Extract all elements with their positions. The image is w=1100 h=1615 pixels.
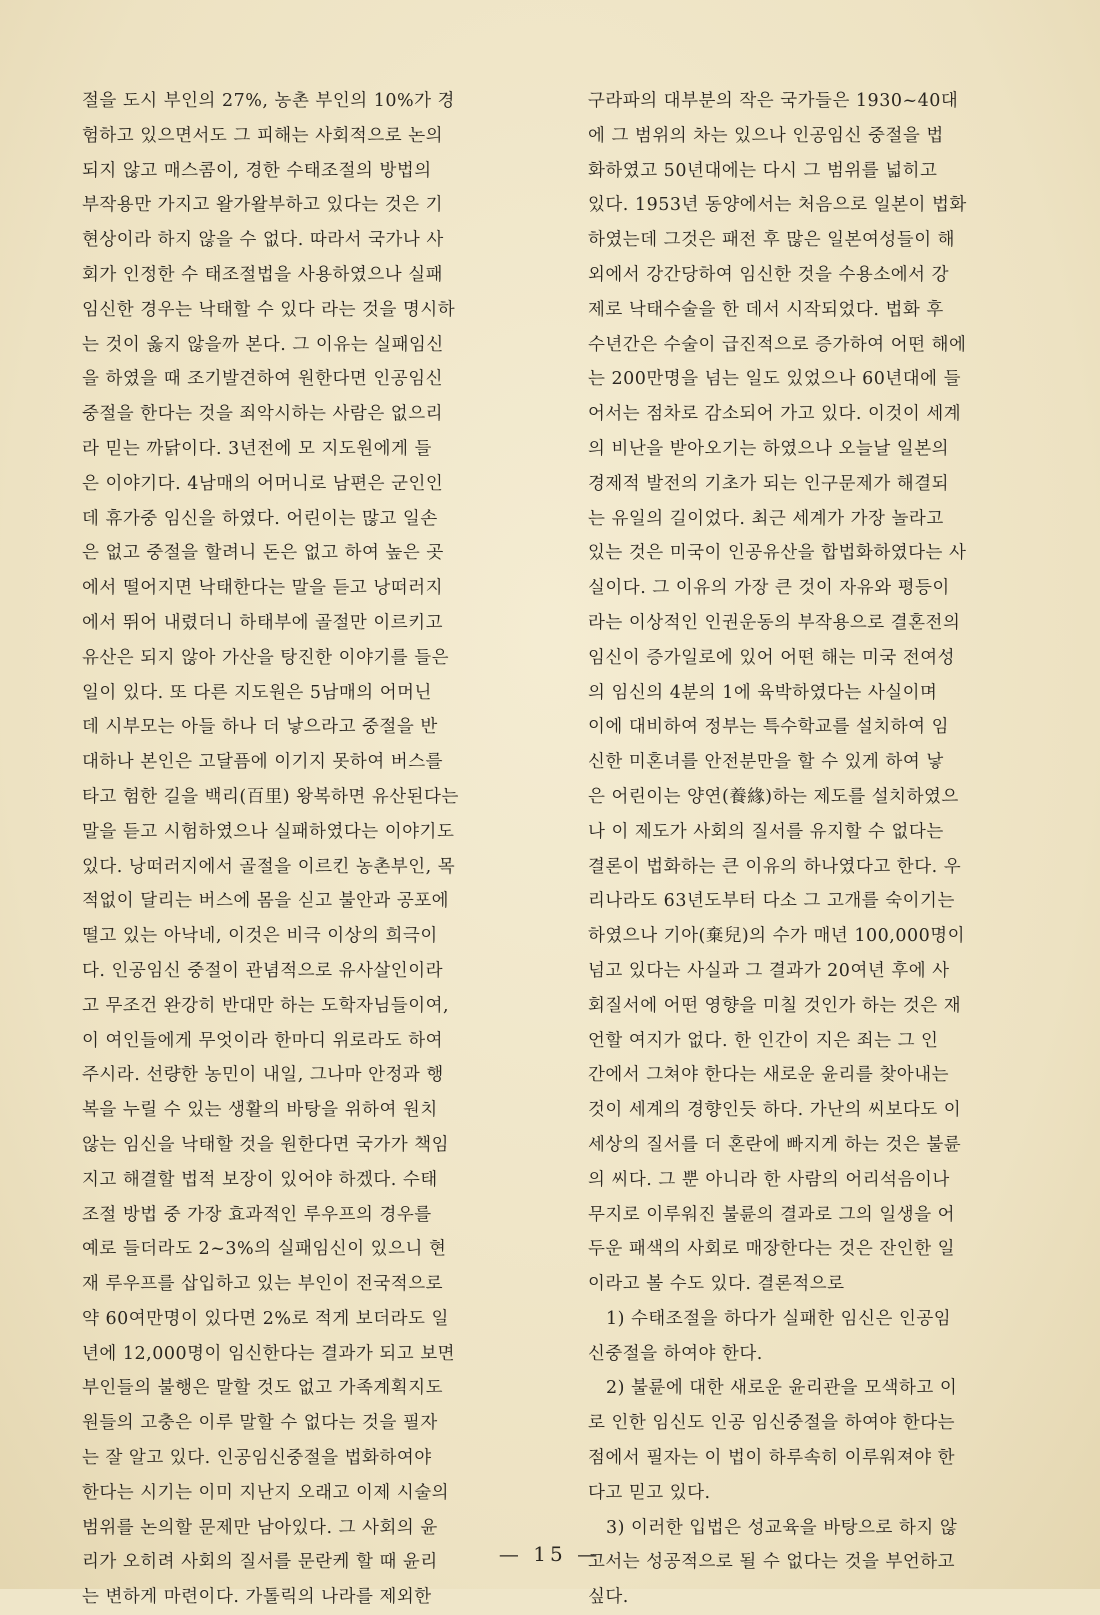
text-line: 는 200만명을 넘는 일도 있었으나 60년대에 들 [588, 369, 962, 390]
text-line: 예로 들더라도 2~3%의 실패임신이 있으니 현 [82, 1239, 447, 1260]
text-line: 신중절을 하여야 한다. [588, 1343, 763, 1364]
text-line: 되지 않고 매스콤이, 경한 수태조절의 방법의 [82, 160, 432, 181]
text-line: 회질서에 어떤 영향을 미칠 것인가 하는 것은 재 [588, 995, 962, 1016]
text-line: 하였으나 기아(棄兒)의 수가 매년 100,000명이 [588, 926, 966, 947]
text-line: 중절을 한다는 것을 죄악시하는 사람은 없으리 [82, 404, 444, 425]
text-line: 간에서 그쳐야 한다는 새로운 윤리를 찾아내는 [588, 1065, 950, 1086]
text-line: 유산은 되지 않아 가산을 탕진한 이야기를 들은 [82, 647, 450, 668]
text-line: 일이 있다. 또 다른 지도원은 5남매의 어머닌 [82, 682, 432, 703]
text-line: 타고 험한 길을 백리(百里) 왕복하면 유산된다는 [82, 786, 459, 807]
text-line: 라 믿는 까닭이다. 3년전에 모 지도원에게 들 [82, 438, 432, 459]
text-line: 이 여인들에게 무엇이라 한마디 위로라도 하여 [82, 1030, 444, 1051]
text-line: 1) 수태조절을 하다가 실패한 임신은 인공임 [606, 1308, 952, 1329]
text-line: 2) 불륜에 대한 새로운 윤리관을 모색하고 이 [606, 1378, 958, 1399]
text-line: 어서는 점차로 감소되어 가고 있다. 이것이 세계 [588, 404, 962, 425]
text-line: 대하나 본인은 고달픔에 이기지 못하여 버스를 [82, 752, 444, 773]
text-line: 험하고 있으면서도 그 피해는 사회적으로 논의 [82, 125, 444, 146]
text-line: 다고 믿고 있다. [588, 1482, 711, 1503]
text-line: 하였는데 그것은 패전 후 많은 일본여성들이 해 [588, 230, 956, 251]
text-line: 있다. 1953년 동양에서는 처음으로 일본이 법화 [588, 195, 967, 216]
text-line: 원들의 고충은 이루 말할 수 없다는 것을 필자 [82, 1413, 438, 1434]
text-line: 수년간은 수술이 급진적으로 증가하여 어떤 해에 [588, 334, 967, 355]
text-line: 지고 해결할 법적 보장이 있어야 하겠다. 수태 [82, 1169, 438, 1190]
text-line: 있다. 낭떠러지에서 골절을 이르킨 농촌부인, 목 [82, 856, 456, 877]
text-line: 은 이야기다. 4남매의 어머니로 남편은 군인인 [82, 473, 444, 494]
text-line: 이라고 볼 수도 있다. 결론적으로 [588, 1274, 845, 1295]
page-number: — 15 — [498, 1542, 602, 1566]
text-line: 무지로 이루워진 불륜의 결과로 그의 일생을 어 [588, 1204, 956, 1225]
text-line: 리나라도 63년도부터 다소 그 고개를 숙이기는 [588, 891, 955, 912]
text-line: 을 하였을 때 조기발견하여 원한다면 인공임신 [82, 369, 444, 390]
text-line: 는 것이 옳지 않을까 본다. 그 이유는 실패임신 [82, 334, 444, 355]
text-line: 범위를 논의할 문제만 남아있다. 그 사회의 윤 [82, 1517, 438, 1538]
text-line: 두운 패색의 사회로 매장한다는 것은 잔인한 일 [588, 1239, 956, 1260]
text-line: 주시라. 선량한 농민이 내일, 그나마 안정과 행 [82, 1065, 444, 1086]
text-line: 싶다. [588, 1587, 629, 1608]
text-line: 한다는 시기는 이미 지난지 오래고 이제 시술의 [82, 1482, 450, 1503]
text-line: 은 없고 중절을 할려니 돈은 없고 하여 높은 곳 [82, 543, 444, 564]
text-line: 의 비난을 받아오기는 하였으나 오늘날 일본의 [588, 438, 950, 459]
text-line: 것이 세계의 경향인듯 하다. 가난의 씨보다도 이 [588, 1100, 962, 1121]
text-line: 고서는 성공적으로 될 수 없다는 것을 부언하고 [588, 1552, 956, 1573]
text-line: 구라파의 대부분의 작은 국가들은 1930~40대 [588, 91, 959, 111]
text-line: 임신이 증가일로에 있어 어떤 해는 미국 전여성 [588, 647, 956, 668]
text-line: 실이다. 그 이유의 가장 큰 것이 자유와 평등이 [588, 578, 950, 599]
text-line: 는 변하게 마련이다. 가톨릭의 나라를 제외한 [82, 1587, 432, 1608]
text-line: 고 무조건 완강히 반대만 하는 도학자님들이여, [82, 995, 450, 1016]
text-line: 재 루우프를 삽입하고 있는 부인이 전국적으로 [82, 1274, 444, 1295]
text-line: 로 인한 임신도 인공 임신중절을 하여야 한다는 [588, 1413, 956, 1434]
left-text-column [82, 84, 542, 1615]
text-line: 에서 떨어지면 낙태한다는 말을 듣고 낭떠러지 [82, 578, 444, 599]
text-line: 부작용만 가지고 왈가왈부하고 있다는 것은 기 [82, 195, 444, 216]
text-line: 의 임신의 4분의 1에 육박하였다는 사실이며 [588, 682, 938, 703]
text-line: 데 휴가중 임신을 하였다. 어린이는 많고 일손 [82, 508, 438, 529]
text-line: 의 씨다. 그 뿐 아니라 한 사람의 어리석음이나 [588, 1169, 950, 1190]
text-line: 는 유일의 길이었다. 최근 세계가 가장 놀라고 [588, 508, 944, 529]
text-line: 결론이 법화하는 큰 이유의 하나였다고 한다. 우 [588, 856, 962, 877]
text-line: 이에 대비하여 정부는 특수학교를 설치하여 임 [588, 717, 950, 738]
text-line: 년에 12,000명이 임신한다는 결과가 되고 보면 [82, 1343, 456, 1364]
text-line: 현상이라 하지 않을 수 없다. 따라서 국가나 사 [82, 230, 444, 251]
right-text-column [588, 84, 1048, 1615]
text-line: 조절 방법 중 가장 효과적인 루우프의 경우를 [82, 1204, 432, 1225]
text-line: 적없이 달리는 버스에 몸을 싣고 불안과 공포에 [82, 891, 450, 912]
text-line: 외에서 강간당하여 임신한 것을 수용소에서 강 [588, 264, 950, 285]
text-line: 있는 것은 미국이 인공유산을 합법화하였다는 사 [588, 543, 967, 564]
text-line: 약 60여만명이 있다면 2%로 적게 보더라도 일 [82, 1308, 449, 1329]
text-line: 는 잘 알고 있다. 인공임신중절을 법화하여야 [82, 1448, 432, 1469]
text-line: 절을 도시 부인의 27%, 농촌 부인의 10%가 경 [82, 91, 455, 111]
text-line: 라는 이상적인 인권운동의 부작용으로 결혼전의 [588, 612, 961, 633]
text-line: 부인들의 불행은 말할 것도 없고 가족계획지도 [82, 1378, 444, 1399]
text-line: 떨고 있는 아낙네, 이것은 비극 이상의 희극이 [82, 926, 438, 947]
text-line: 에서 뛰어 내렸더니 하태부에 골절만 이르키고 [82, 612, 444, 633]
text-line: 제로 낙태수술을 한 데서 시작되었다. 법화 후 [588, 299, 944, 320]
text-line: 않는 임신을 낙태할 것을 원한다면 국가가 책임 [82, 1134, 450, 1155]
text-line: 점에서 필자는 이 법이 하루속히 이루워져야 한 [588, 1448, 956, 1469]
text-line: 복을 누릴 수 있는 생활의 바탕을 위하여 원치 [82, 1100, 438, 1121]
text-line: 화하였고 50년대에는 다시 그 범위를 넓히고 [588, 160, 938, 181]
text-line: 신한 미혼녀를 안전분만을 할 수 있게 하여 낳 [588, 752, 944, 773]
text-line: 회가 인정한 수 태조절법을 사용하였으나 실패 [82, 264, 444, 285]
text-line: 다. 인공임신 중절이 관념적으로 유사살인이라 [82, 960, 444, 981]
text-line: 언할 여지가 없다. 한 인간이 지은 죄는 그 인 [588, 1030, 939, 1051]
text-line: 임신한 경우는 낙태할 수 있다 라는 것을 명시하 [82, 299, 456, 320]
text-line: 은 어린이는 양연(養緣)하는 제도를 설치하였으 [588, 786, 959, 807]
text-line: 세상의 질서를 더 혼란에 빠지게 하는 것은 불륜 [588, 1134, 962, 1155]
text-line: 리가 오히려 사회의 질서를 문란케 할 때 윤리 [82, 1552, 438, 1573]
text-line: 말을 듣고 시험하였으나 실패하였다는 이야기도 [82, 821, 455, 842]
text-line: 데 시부모는 아들 하나 더 낳으라고 중절을 반 [82, 717, 438, 738]
text-line: 넘고 있다는 사실과 그 결과가 20여년 후에 사 [588, 960, 950, 981]
text-line: 나 이 제도가 사회의 질서를 유지할 수 없다는 [588, 821, 944, 842]
text-line: 에 그 범위의 차는 있으나 인공임신 중절을 법 [588, 125, 944, 146]
text-line: 3) 이러한 입법은 성교육을 바탕으로 하지 않 [606, 1517, 958, 1538]
text-line: 경제적 발전의 기초가 되는 인구문제가 해결되 [588, 473, 950, 494]
